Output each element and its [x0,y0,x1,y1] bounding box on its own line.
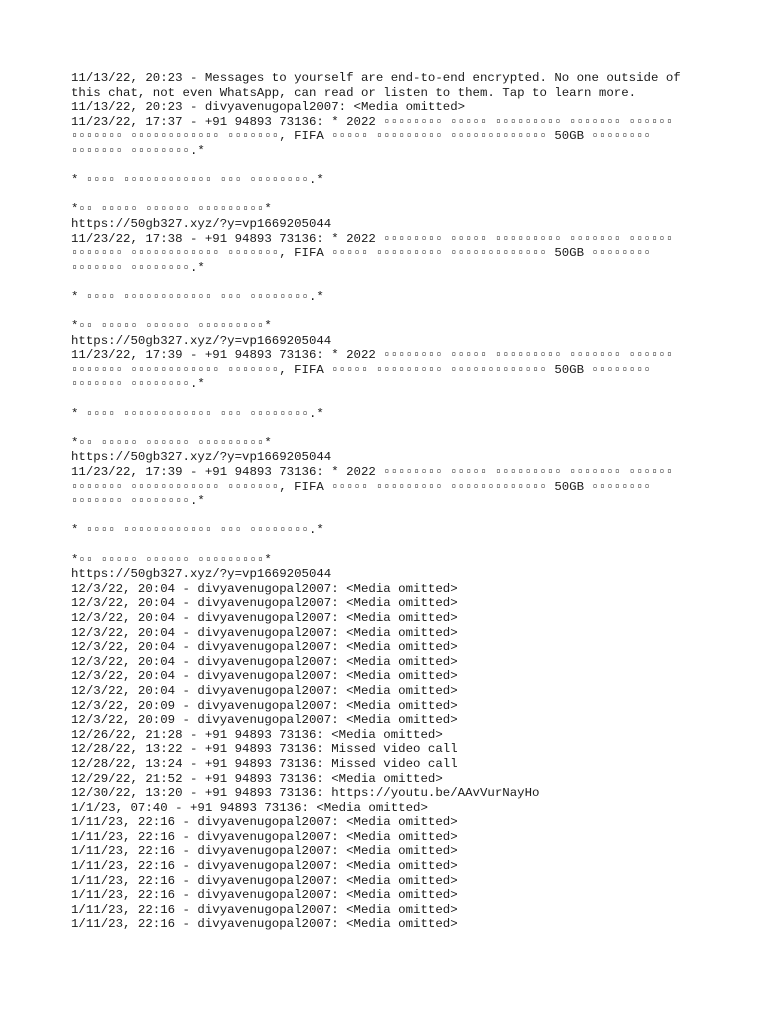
chat-log-line: 11/23/22, 17:38 - +91 94893 73136: * 2022 ▫▫▫▫▫▫▫▫ ▫▫▫▫▫ ▫▫▫▫▫▫▫▫▫ ▫▫▫▫▫▫▫ ▫▫▫▫▫▫ [71,231,674,246]
chat-log-line [71,509,711,524]
chat-log-line [71,538,711,553]
chat-log-line: 12/30/22, 13:20 - +91 94893 73136: https://youtu.be/AAvVurNayHo [71,786,540,801]
chat-export-page [71,71,711,932]
chat-log-line: 1/11/23, 22:16 - divyavenugopal2007: <Media omitted> [71,902,458,917]
chat-log-line [71,188,711,203]
chat-log [71,71,711,932]
chat-log-line: ▫▫▫▫▫▫▫ ▫▫▫▫▫▫▫▫.* [71,494,205,509]
chat-log-line: 12/3/22, 20:04 - divyavenugopal2007: <Media omitted> [71,640,458,655]
chat-log-line: * ▫▫▫▫ ▫▫▫▫▫▫▫▫▫▫▫▫ ▫▫▫ ▫▫▫▫▫▫▫▫.* [71,289,324,304]
chat-log-line: 12/26/22, 21:28 - +91 94893 73136: <Media omitted> [71,727,443,742]
chat-log-line [71,421,711,436]
chat-log-line: 1/11/23, 22:16 - divyavenugopal2007: <Media omitted> [71,859,458,874]
chat-log-line: 12/3/22, 20:04 - divyavenugopal2007: <Media omitted> [71,581,458,596]
chat-log-line: *▫▫ ▫▫▫▫▫ ▫▫▫▫▫▫ ▫▫▫▫▫▫▫▫▫* [71,202,272,217]
chat-log-line: 12/3/22, 20:09 - divyavenugopal2007: <Media omitted> [71,698,458,713]
chat-log-line: https://50gb327.xyz/?y=vp1669205044 [71,333,332,348]
chat-log-line: 11/23/22, 17:37 - +91 94893 73136: * 2022 ▫▫▫▫▫▫▫▫ ▫▫▫▫▫ ▫▫▫▫▫▫▫▫▫ ▫▫▫▫▫▫▫ ▫▫▫▫▫▫ [71,114,674,129]
chat-log-line: 12/3/22, 20:04 - divyavenugopal2007: <Media omitted> [71,654,458,669]
chat-log-line: ▫▫▫▫▫▫▫ ▫▫▫▫▫▫▫▫.* [71,377,205,392]
chat-log-line: https://50gb327.xyz/?y=vp1669205044 [71,567,332,582]
chat-log-line [71,275,711,290]
chat-log-line: ▫▫▫▫▫▫▫ ▫▫▫▫▫▫▫▫▫▫▫▫ ▫▫▫▫▫▫▫, FIFA ▫▫▫▫▫ ▫▫▫▫▫▫▫▫▫ ▫▫▫▫▫▫▫▫▫▫▫▫▫ 50GB ▫▫▫▫▫▫▫▫ [71,362,651,377]
chat-log-line: 12/3/22, 20:04 - divyavenugopal2007: <Media omitted> [71,683,458,698]
chat-log-line: https://50gb327.xyz/?y=vp1669205044 [71,216,332,231]
chat-log-line: 1/11/23, 22:16 - divyavenugopal2007: <Media omitted> [71,888,458,903]
chat-log-line: * ▫▫▫▫ ▫▫▫▫▫▫▫▫▫▫▫▫ ▫▫▫ ▫▫▫▫▫▫▫▫.* [71,173,324,188]
chat-log-line: ▫▫▫▫▫▫▫ ▫▫▫▫▫▫▫▫▫▫▫▫ ▫▫▫▫▫▫▫, FIFA ▫▫▫▫▫ ▫▫▫▫▫▫▫▫▫ ▫▫▫▫▫▫▫▫▫▫▫▫▫ 50GB ▫▫▫▫▫▫▫▫ [71,246,651,261]
chat-log-line: 12/28/22, 13:22 - +91 94893 73136: Missed video call [71,742,458,757]
chat-log-line: ▫▫▫▫▫▫▫ ▫▫▫▫▫▫▫▫.* [71,260,205,275]
chat-log-line [71,305,711,320]
chat-log-line: 12/3/22, 20:04 - divyavenugopal2007: <Media omitted> [71,625,458,640]
chat-log-line: *▫▫ ▫▫▫▫▫ ▫▫▫▫▫▫ ▫▫▫▫▫▫▫▫▫* [71,435,272,450]
chat-log-line: *▫▫ ▫▫▫▫▫ ▫▫▫▫▫▫ ▫▫▫▫▫▫▫▫▫* [71,552,272,567]
chat-log-line: 1/11/23, 22:16 - divyavenugopal2007: <Media omitted> [71,873,458,888]
chat-log-line: 11/13/22, 20:23 - divyavenugopal2007: <Media omitted> [71,100,466,115]
chat-log-line: 12/3/22, 20:04 - divyavenugopal2007: <Media omitted> [71,669,458,684]
chat-log-line: 12/28/22, 13:24 - +91 94893 73136: Missed video call [71,756,458,771]
chat-log-line: https://50gb327.xyz/?y=vp1669205044 [71,450,332,465]
chat-log-line: 12/29/22, 21:52 - +91 94893 73136: <Media omitted> [71,771,443,786]
chat-log-line: 1/11/23, 22:16 - divyavenugopal2007: <Media omitted> [71,844,458,859]
chat-log-line: 1/11/23, 22:16 - divyavenugopal2007: <Media omitted> [71,815,458,830]
chat-log-line: 1/11/23, 22:16 - divyavenugopal2007: <Media omitted> [71,917,458,932]
chat-log-line: * ▫▫▫▫ ▫▫▫▫▫▫▫▫▫▫▫▫ ▫▫▫ ▫▫▫▫▫▫▫▫.* [71,406,324,421]
chat-log-line: 11/23/22, 17:39 - +91 94893 73136: * 2022 ▫▫▫▫▫▫▫▫ ▫▫▫▫▫ ▫▫▫▫▫▫▫▫▫ ▫▫▫▫▫▫▫ ▫▫▫▫▫▫ [71,465,674,480]
chat-log-line: 11/13/22, 20:23 - Messages to yourself are end-to-end encrypted. No one outside of [71,71,681,85]
chat-log-line: ▫▫▫▫▫▫▫ ▫▫▫▫▫▫▫▫▫▫▫▫ ▫▫▫▫▫▫▫, FIFA ▫▫▫▫▫ ▫▫▫▫▫▫▫▫▫ ▫▫▫▫▫▫▫▫▫▫▫▫▫ 50GB ▫▫▫▫▫▫▫▫ [71,479,651,494]
chat-log-line: ▫▫▫▫▫▫▫ ▫▫▫▫▫▫▫▫▫▫▫▫ ▫▫▫▫▫▫▫, FIFA ▫▫▫▫▫ ▫▫▫▫▫▫▫▫▫ ▫▫▫▫▫▫▫▫▫▫▫▫▫ 50GB ▫▫▫▫▫▫▫▫ [71,129,651,144]
chat-log-line [71,392,711,407]
chat-log-line: * ▫▫▫▫ ▫▫▫▫▫▫▫▫▫▫▫▫ ▫▫▫ ▫▫▫▫▫▫▫▫.* [71,523,324,538]
chat-log-line: ▫▫▫▫▫▫▫ ▫▫▫▫▫▫▫▫.* [71,143,205,158]
chat-log-line [71,159,711,174]
chat-log-line: *▫▫ ▫▫▫▫▫ ▫▫▫▫▫▫ ▫▫▫▫▫▫▫▫▫* [71,319,272,334]
chat-log-line: 1/1/23, 07:40 - +91 94893 73136: <Media omitted> [71,800,428,815]
chat-log-line: this chat, not even WhatsApp, can read or listen to them. Tap to learn more. [71,85,637,100]
chat-log-line: 12/3/22, 20:04 - divyavenugopal2007: <Media omitted> [71,596,458,611]
chat-log-line: 1/11/23, 22:16 - divyavenugopal2007: <Media omitted> [71,829,458,844]
chat-log-line: 11/23/22, 17:39 - +91 94893 73136: * 2022 ▫▫▫▫▫▫▫▫ ▫▫▫▫▫ ▫▫▫▫▫▫▫▫▫ ▫▫▫▫▫▫▫ ▫▫▫▫▫▫ [71,348,674,363]
chat-log-line: 12/3/22, 20:09 - divyavenugopal2007: <Media omitted> [71,713,458,728]
chat-log-line: 12/3/22, 20:04 - divyavenugopal2007: <Media omitted> [71,610,458,625]
